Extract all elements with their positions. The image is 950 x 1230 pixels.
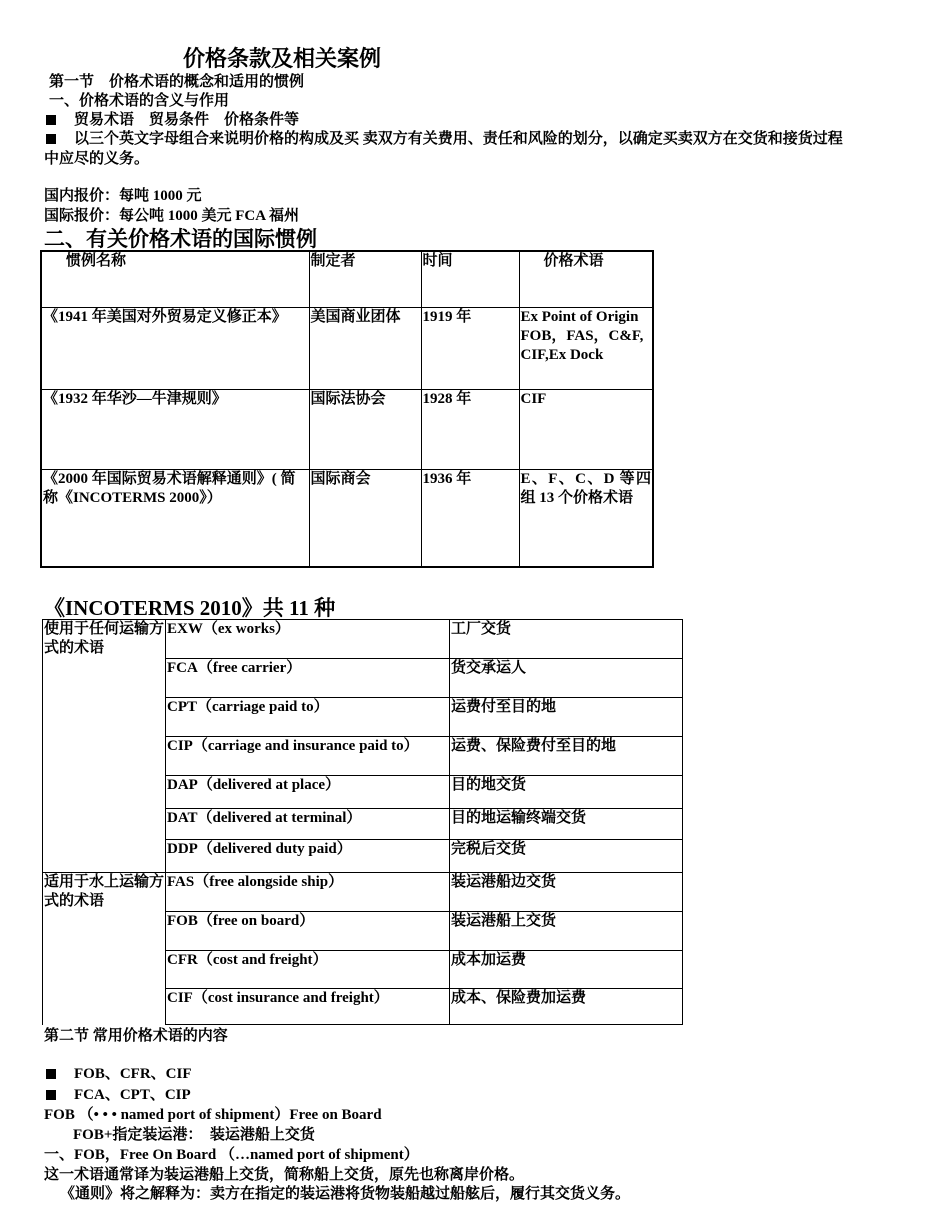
table-header-cell: [41, 251, 309, 307]
table-cell: 国际法协会: [309, 389, 421, 469]
table-row: [43, 873, 683, 912]
section-heading: 第一节 价格术语的概念和适用的惯例: [49, 74, 305, 90]
international-price: 国际报价：每公吨 1000 美元 FCA 福州: [44, 208, 300, 224]
term-cell: CIP（carriage and insurance paid to）: [166, 737, 450, 776]
bullet-text: 以三个英文字母组合来说明价格的构成及买 卖双方有关费用、责任和风险的划分，以确定买卖双方在交货和接货过程: [74, 131, 843, 147]
header-text: 惯例名称: [66, 253, 127, 269]
table-header-cell: 制定者: [309, 251, 421, 307]
table-row: [41, 307, 653, 389]
bullet-item: [44, 129, 843, 149]
section-heading: 第二节 常用价格术语的内容: [44, 1028, 228, 1044]
table-cell: E、F、C、D 等四组 13 个价格术语: [519, 469, 653, 567]
square-bullet-icon: [46, 1090, 56, 1100]
term-cell: CPT（carriage paid to）: [166, 698, 450, 737]
bullet-text: FCA、CPT、CIP: [74, 1087, 191, 1103]
bullet-continuation: 中应尽的义务。: [44, 151, 150, 167]
meaning-cell: 运费付至目的地: [450, 698, 683, 737]
term-cell: CFR（cost and freight）: [166, 951, 450, 989]
meaning-cell: 装运港船上交货: [450, 912, 683, 951]
group-label-cell: 使用于任何运输方式的术语: [43, 620, 166, 873]
header-text: 价格术语: [543, 253, 604, 269]
meaning-cell: 装运港船边交货: [450, 873, 683, 912]
table-cell: 《1941 年美国对外贸易定义修正本》: [41, 307, 309, 389]
meaning-cell: 货交承运人: [450, 659, 683, 698]
table-cell: Ex Point of Origin FOB，FAS，C&F, CIF,Ex Dock: [519, 307, 653, 389]
table-cell: 《2000 年国际贸易术语解释通则》( 简称《INCOTERMS 2000》）: [41, 469, 309, 567]
meaning-cell: 成本加运费: [450, 951, 683, 989]
group-label-cell: 适用于水上运输方式的术语: [43, 873, 166, 1025]
table-row: [41, 389, 653, 469]
table-cell: CIF: [519, 389, 653, 469]
square-bullet-icon: [46, 1069, 56, 1079]
numbered-heading: 一、FOB，Free On Board （…named port of shipment）: [44, 1147, 419, 1163]
paragraph: 这一术语通常译为装运港船上交货，简称船上交货，原先也称离岸价格。: [44, 1167, 525, 1183]
term-cell: EXW（ex works）: [166, 620, 450, 659]
meaning-cell: 运费、保险费付至目的地: [450, 737, 683, 776]
table-cell: 《1932 年华沙—牛津规则》: [41, 389, 309, 469]
bullet-item: [44, 1085, 191, 1105]
table-cell: 1919 年: [421, 307, 519, 389]
fob-definition: FOB （• • • named port of shipment）Free on Board: [44, 1107, 382, 1123]
domestic-price: 国内报价：每吨 1000 元: [44, 188, 202, 204]
bullet-item: [44, 1064, 192, 1084]
table-header-cell: [519, 251, 653, 307]
term-cell: DDP（delivered duty paid）: [166, 840, 450, 873]
table-row: [43, 620, 683, 659]
table-cell: 美国商业团体: [309, 307, 421, 389]
term-cell: FAS（free alongside ship）: [166, 873, 450, 912]
table-header-cell: 时间: [421, 251, 519, 307]
subsection-heading: 一、价格术语的含义与作用: [49, 93, 230, 109]
meaning-cell: 工厂交货: [450, 620, 683, 659]
page-title: 价格条款及相关案例: [183, 46, 382, 71]
table-row: [41, 469, 653, 567]
term-cell: FOB（free on board）: [166, 912, 450, 951]
paragraph: 《通则》将之解释为：卖方在指定的装运港将货物装船越过船舷后，履行其交货义务。: [60, 1186, 631, 1202]
bullet-text: 贸易术语 贸易条件 价格条件等: [74, 112, 300, 128]
meaning-cell: 成本、保险费加运费: [450, 989, 683, 1025]
term-cell: CIF（cost insurance and freight）: [166, 989, 450, 1025]
fob-subline: FOB+指定装运港： 装运港船上交货: [73, 1127, 315, 1143]
square-bullet-icon: [46, 115, 56, 125]
conventions-table: [40, 250, 654, 568]
table-cell: 1928 年: [421, 389, 519, 469]
term-cell: DAT（delivered at terminal）: [166, 809, 450, 840]
term-cell: FCA（free carrier）: [166, 659, 450, 698]
table-header-row: [41, 251, 653, 307]
bullet-item: [44, 110, 299, 130]
table-cell: 1936 年: [421, 469, 519, 567]
square-bullet-icon: [46, 134, 56, 144]
incoterms-heading: 《INCOTERMS 2010》共 11 种: [44, 596, 336, 620]
table-cell: 国际商会: [309, 469, 421, 567]
term-cell: DAP（delivered at place）: [166, 776, 450, 809]
meaning-cell: 目的地运输终端交货: [450, 809, 683, 840]
section-heading: 二、有关价格术语的国际惯例: [44, 227, 317, 251]
meaning-cell: 完税后交货: [450, 840, 683, 873]
meaning-cell: 目的地交货: [450, 776, 683, 809]
incoterms-table: [42, 619, 683, 1025]
bullet-text: FOB、CFR、CIF: [74, 1066, 192, 1082]
